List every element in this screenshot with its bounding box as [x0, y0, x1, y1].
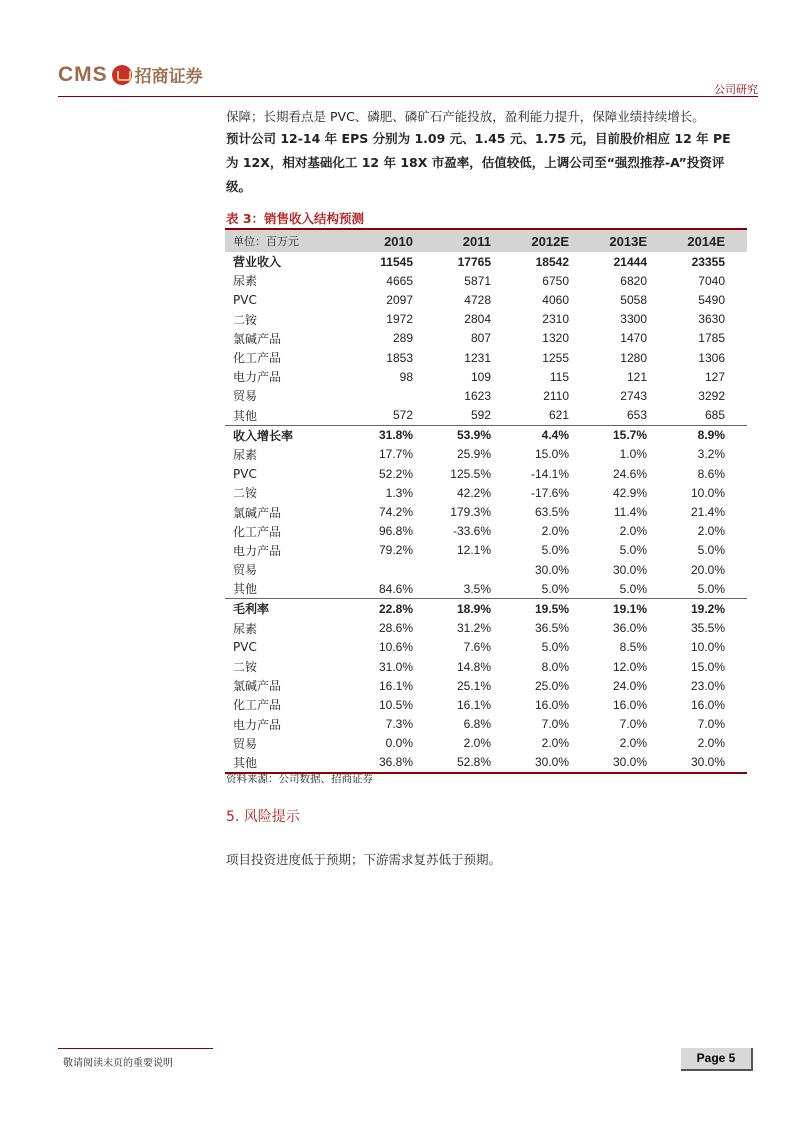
table-cell: 621	[548, 408, 569, 423]
table-cell: 289	[392, 331, 413, 346]
table-cell: 2310	[542, 312, 569, 327]
table-cell: 3300	[620, 312, 647, 327]
table-row	[225, 329, 747, 348]
table-cell: 52.8%	[456, 755, 491, 770]
table-cell: 6750	[542, 273, 569, 288]
table-row	[225, 483, 747, 502]
logo-latin-text: CMS	[58, 62, 108, 86]
row-label: 氯碱产品	[233, 505, 282, 520]
table-cell: 5.0%	[619, 581, 647, 596]
table-cell: 7040	[698, 273, 725, 288]
table-cell: 5490	[698, 292, 725, 307]
company-logo	[58, 62, 203, 87]
table-cell: 53.9%	[456, 428, 491, 443]
table-cell: 19.1%	[612, 601, 647, 616]
table-cell: 5058	[620, 292, 647, 307]
table-cell: 7.0%	[541, 717, 569, 732]
table-cell: 115	[549, 369, 569, 384]
table-header-row	[225, 228, 747, 252]
table-cell: 179.3%	[450, 505, 491, 520]
table-cell: 1320	[542, 331, 569, 346]
row-label: 尿素	[233, 274, 258, 289]
logo-chinese-text: 招商证券	[134, 67, 203, 87]
table-cell: 807	[470, 331, 491, 346]
table-row	[225, 367, 747, 386]
table-cell: 1853	[386, 350, 413, 365]
table-cell: 36.8%	[378, 755, 413, 770]
table-cell: 5871	[464, 273, 491, 288]
table-row	[225, 734, 747, 753]
table-cell: 96.8%	[378, 524, 413, 539]
table-cell: 28.6%	[378, 621, 413, 636]
row-label: 二铵	[233, 312, 258, 327]
table-row	[225, 619, 747, 638]
row-label: 化工产品	[233, 524, 282, 539]
table-cell: 3630	[698, 312, 725, 327]
table-cell: 1231	[464, 350, 491, 365]
row-label: 其他	[233, 408, 258, 423]
table-row	[225, 386, 747, 405]
table-row	[225, 464, 747, 483]
table-row	[225, 715, 747, 734]
row-label: 氯碱产品	[233, 679, 282, 694]
table-cell: 16.1%	[456, 697, 491, 712]
table-cell: 31.2%	[456, 621, 491, 636]
table-cell: 5.0%	[619, 543, 647, 558]
row-label: 氯碱产品	[233, 331, 282, 346]
column-header: 2011	[462, 233, 491, 249]
row-label: 二铵	[233, 660, 258, 675]
table-cell: 572	[392, 408, 413, 423]
table-cell: 24.0%	[612, 678, 647, 693]
table-cell: 2.0%	[697, 736, 725, 751]
table-cell: 8.6%	[697, 466, 725, 481]
table-cell: 10.0%	[690, 485, 725, 500]
row-label: 化工产品	[233, 698, 282, 713]
paragraph-outlook: 保障；长期看点是 PVC、磷肥、磷矿石产能投放，盈利能力提升，保障业绩持续增长。	[226, 109, 705, 124]
table-cell: 5.0%	[541, 640, 569, 655]
table-cell: 2743	[620, 388, 647, 403]
table-cell: 10.5%	[378, 697, 413, 712]
table-cell: 35.5%	[690, 621, 725, 636]
table-cell: 30.0%	[534, 562, 569, 577]
table-cell: -14.1%	[530, 466, 569, 481]
table-cell: 6.8%	[463, 717, 491, 732]
row-label: 贸易	[233, 563, 258, 578]
table-cell: 36.0%	[612, 621, 647, 636]
table-row	[225, 541, 747, 560]
table-cell: 18.9%	[456, 601, 491, 616]
table-cell: 11545	[380, 254, 413, 269]
table-cell: 31.8%	[378, 428, 413, 443]
column-header: 2010	[384, 233, 413, 249]
table-row	[225, 598, 747, 618]
table-cell: 11.4%	[613, 505, 647, 520]
table-cell: 1972	[386, 312, 413, 327]
table-cell: 74.2%	[378, 505, 413, 520]
logo-emblem-icon	[112, 65, 132, 85]
table-cell: 30.0%	[690, 755, 725, 770]
row-label: PVC	[233, 292, 257, 307]
table-cell: 2.0%	[619, 736, 647, 751]
table-cell: 19.5%	[534, 601, 569, 616]
table-row	[225, 406, 747, 425]
table-row	[225, 560, 747, 579]
table-row	[225, 502, 747, 521]
table-cell: 121	[626, 369, 647, 384]
table-cell: 1623	[464, 388, 491, 403]
section-tag: 公司研究	[714, 83, 758, 96]
row-label: PVC	[233, 466, 257, 481]
table-cell: 98	[399, 369, 413, 384]
row-label: 化工产品	[233, 351, 282, 366]
table-cell: 685	[704, 408, 725, 423]
row-label: 电力产品	[233, 717, 282, 732]
table-cell: 1785	[698, 331, 725, 346]
table-cell: 15.0%	[534, 447, 569, 462]
table-cell: 5.0%	[541, 543, 569, 558]
section-heading: 5. 风险提示	[226, 809, 300, 825]
page-number: Page 5	[681, 1048, 753, 1071]
table-cell: 12.1%	[456, 543, 491, 558]
table-row	[225, 676, 747, 695]
table-cell: 5.0%	[697, 543, 725, 558]
table-cell: 21444	[613, 254, 647, 269]
table-row	[225, 271, 747, 290]
table-cell: 15.7%	[612, 428, 647, 443]
table-cell: 127	[704, 369, 725, 384]
table-source: 资料来源：公司数据、招商证券	[226, 773, 373, 785]
table-cell: 592	[470, 408, 491, 423]
row-label: 贸易	[233, 389, 258, 404]
table-cell: 16.0%	[534, 697, 569, 712]
risk-text: 项目投资进度低于预期；下游需求复苏低于预期。	[226, 852, 502, 867]
table-cell: 2.0%	[541, 524, 569, 539]
table-cell: 3.5%	[463, 581, 491, 596]
table-cell: 21.4%	[690, 505, 725, 520]
row-label: 营业收入	[233, 255, 282, 270]
table-cell: 2110	[543, 388, 569, 403]
table-cell: 25.1%	[456, 678, 491, 693]
table-cell: 63.5%	[534, 505, 569, 520]
row-label: 二铵	[233, 486, 258, 501]
table-cell: 24.6%	[612, 466, 647, 481]
table-cell: 1470	[620, 331, 647, 346]
table-row	[225, 753, 747, 772]
table-cell: 8.0%	[541, 659, 569, 674]
table-cell: 4665	[386, 273, 413, 288]
table-cell: 5.0%	[541, 581, 569, 596]
row-label: PVC	[233, 640, 257, 655]
table-cell: 25.0%	[534, 678, 569, 693]
paragraph-forecast: 预计公司 12-14 年 EPS 分别为 1.09 元、1.45 元、1.75 元，目前股价相应 12 年 PE 为 12X，相对基础化工 12 年 18X 市盈率，估值较低，上调公司至“强烈推荐-A”投资评级。	[226, 131, 731, 194]
table-cell: 125.5%	[450, 466, 491, 481]
row-label: 电力产品	[233, 543, 282, 558]
table-cell: 15.0%	[690, 659, 725, 674]
footer-divider	[58, 1048, 213, 1049]
row-label: 收入增长率	[233, 428, 294, 443]
table-cell: 2804	[464, 312, 491, 327]
row-label: 毛利率	[233, 602, 270, 617]
table-cell: 3292	[698, 388, 725, 403]
table-cell: 14.8%	[456, 659, 491, 674]
table-cell: 7.0%	[697, 717, 725, 732]
table-cell: 30.0%	[612, 562, 647, 577]
table-cell: 7.3%	[385, 717, 413, 732]
table-cell: 22.8%	[378, 601, 413, 616]
table-row	[225, 310, 747, 329]
table-cell: 19.2%	[690, 601, 725, 616]
table-cell: 10.6%	[378, 640, 413, 655]
table-row	[225, 445, 747, 464]
table-cell: 23.0%	[690, 678, 725, 693]
table-cell: 0.0%	[385, 736, 413, 751]
table-cell: 2.0%	[619, 524, 647, 539]
row-label: 尿素	[233, 447, 258, 462]
table-cell: 2.0%	[697, 524, 725, 539]
column-header: 2013E	[609, 233, 647, 249]
table-row	[225, 522, 747, 541]
revenue-forecast-table	[225, 228, 747, 774]
table-row	[225, 579, 747, 598]
table-cell: 2.0%	[463, 736, 491, 751]
row-label: 其他	[233, 582, 258, 597]
table-cell: -33.6%	[452, 524, 491, 539]
table-cell: 30.0%	[534, 755, 569, 770]
table-cell: 10.0%	[690, 640, 725, 655]
table-row	[225, 638, 747, 657]
table-cell: 4060	[542, 292, 569, 307]
table-cell: 16.0%	[690, 697, 725, 712]
table-row	[225, 348, 747, 367]
table-cell: 42.9%	[612, 485, 647, 500]
row-label: 贸易	[233, 736, 258, 751]
table-cell: 23355	[691, 254, 725, 269]
table-cell: 8.5%	[619, 640, 647, 655]
table-cell: 17.7%	[378, 447, 413, 462]
table-cell: 1255	[542, 350, 569, 365]
row-label: 其他	[233, 755, 258, 770]
column-header: 2012E	[531, 233, 569, 249]
table-cell: 7.0%	[619, 717, 647, 732]
table-cell: 36.5%	[534, 621, 569, 636]
table-cell: 79.2%	[378, 543, 413, 558]
column-header: 2014E	[687, 233, 725, 249]
footer-note: 敬请阅读末页的重要说明	[63, 1058, 173, 1069]
header-divider	[58, 96, 758, 97]
table-cell: 30.0%	[612, 755, 647, 770]
table-row	[225, 252, 747, 271]
table-cell: 20.0%	[690, 562, 725, 577]
table-row	[225, 290, 747, 309]
table-cell: 12.0%	[612, 659, 647, 674]
table-cell: 31.0%	[378, 659, 413, 674]
table-cell: 3.2%	[697, 447, 725, 462]
table-cell: 1306	[698, 350, 725, 365]
table-row	[225, 425, 747, 445]
table-cell: 25.9%	[456, 447, 491, 462]
table-cell: 653	[626, 408, 647, 423]
table-cell: 16.0%	[612, 697, 647, 712]
table-cell: -17.6%	[530, 485, 569, 500]
table-row	[225, 657, 747, 676]
table-title: 表 3：销售收入结构预测	[226, 211, 365, 226]
table-cell: 4728	[464, 292, 491, 307]
table-cell: 42.2%	[456, 485, 491, 500]
table-cell: 84.6%	[378, 581, 413, 596]
table-cell: 1.0%	[619, 447, 647, 462]
table-cell: 17765	[457, 254, 491, 269]
table-cell: 7.6%	[463, 640, 491, 655]
table-row	[225, 695, 747, 714]
table-cell: 2.0%	[541, 736, 569, 751]
table-cell: 2097	[386, 292, 413, 307]
table-cell: 5.0%	[697, 581, 725, 596]
table-body	[225, 252, 747, 772]
unit-label: 单位：百万元	[233, 235, 299, 248]
table-cell: 6820	[620, 273, 647, 288]
table-cell: 16.1%	[378, 678, 413, 693]
table-cell: 109	[470, 369, 491, 384]
table-cell: 4.4%	[541, 428, 569, 443]
table-cell: 52.2%	[378, 466, 413, 481]
row-label: 尿素	[233, 621, 258, 636]
table-cell: 8.9%	[697, 428, 725, 443]
table-cell: 1.3%	[385, 485, 413, 500]
row-label: 电力产品	[233, 370, 282, 385]
table-cell: 18542	[535, 254, 569, 269]
table-cell: 1280	[620, 350, 647, 365]
